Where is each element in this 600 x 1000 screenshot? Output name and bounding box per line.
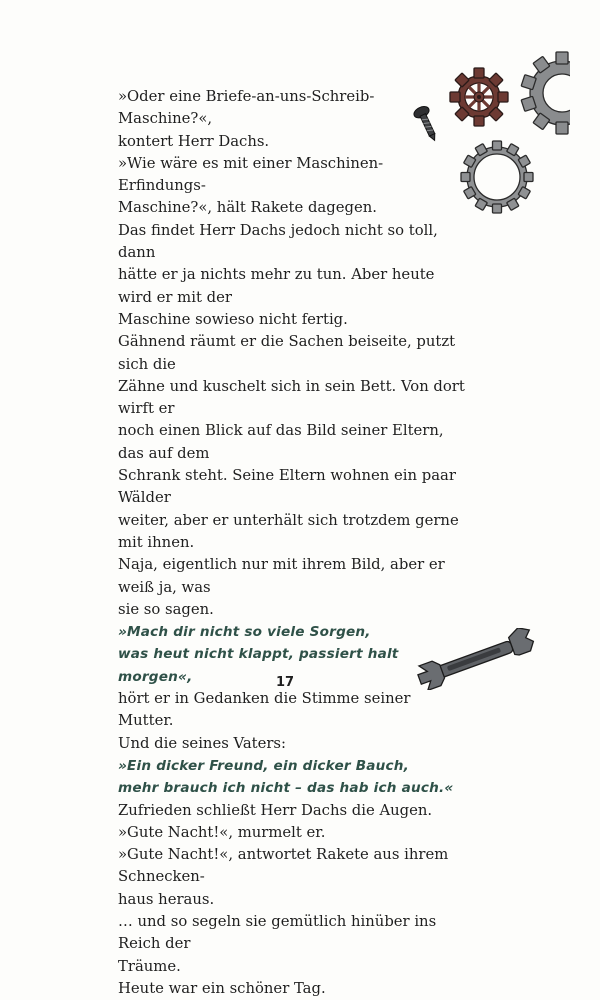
grey-gear-icon bbox=[520, 48, 570, 138]
text-line: »Gute Nacht!«, murmelt er. bbox=[118, 823, 326, 841]
text-line: »Gute Nacht!«, antwortet Rakete aus ihrem Schnecken- bbox=[118, 846, 449, 886]
ring-gear-icon bbox=[458, 138, 536, 216]
text-line: Schrank steht. Seine Eltern wohnen ein paar Wälder bbox=[118, 467, 456, 507]
text-line: hätte er ja nichts mehr zu tun. Aber heute wird er mit der bbox=[118, 266, 435, 306]
text-line: Und die seines Vaters: bbox=[118, 734, 287, 752]
story-text bbox=[118, 86, 468, 1000]
screw-icon bbox=[412, 104, 442, 144]
text-line: Maschine sowieso nicht fertig. bbox=[118, 310, 348, 328]
text-line: weiter, aber er unterhält sich trotzdem gerne mit ihnen. bbox=[118, 511, 459, 551]
quote-line: »Mach dir nicht so viele Sorgen, bbox=[118, 624, 371, 641]
text-line: haus heraus. bbox=[118, 890, 215, 908]
text-line: »Wie wäre es mit einer Maschinen-Erfindungs- bbox=[118, 154, 384, 195]
quote-line: was heut nicht klappt, passiert halt morgen«, bbox=[118, 646, 399, 685]
text-line: Maschine?«, hält Rakete dagegen. bbox=[118, 199, 377, 217]
page-number: 17 bbox=[275, 675, 295, 690]
quote-line: »Ein dicker Freund, ein dicker Bauch, bbox=[118, 757, 410, 774]
text-line: »Oder eine Briefe-an-uns-Schreib-Maschine?«, bbox=[118, 88, 375, 128]
text-line: … und so segeln sie gemütlich hinüber ins Reich der bbox=[118, 912, 437, 953]
red-gear-icon bbox=[448, 66, 510, 128]
text-line: sie so sagen. bbox=[118, 600, 214, 618]
text-line: Gähnend räumt er die Sachen beiseite, putzt sich die bbox=[118, 333, 456, 373]
text-line: Zufrieden schließt Herr Dachs die Augen. bbox=[118, 801, 433, 819]
text-line: kontert Herr Dachs. bbox=[118, 132, 270, 150]
text-line: Zähne und kuschelt sich in sein Bett. Von dort wirft er bbox=[118, 377, 465, 418]
text-line: Heute war ein schöner Tag. bbox=[118, 979, 326, 997]
quote-line: mehr brauch ich nicht – das hab ich auch.« bbox=[118, 780, 454, 797]
text-line: Träume. bbox=[118, 957, 181, 975]
wrench-icon bbox=[412, 628, 540, 690]
text-line: noch einen Blick auf das Bild seiner Eltern, das auf dem bbox=[118, 422, 444, 462]
text-line: Naja, eigentlich nur mit ihrem Bild, aber er weiß ja, was bbox=[118, 556, 445, 596]
text-line: Das findet Herr Dachs jedoch nicht so toll, dann bbox=[118, 221, 438, 262]
text-line: hört er in Gedanken die Stimme seiner Mutter. bbox=[118, 690, 411, 730]
